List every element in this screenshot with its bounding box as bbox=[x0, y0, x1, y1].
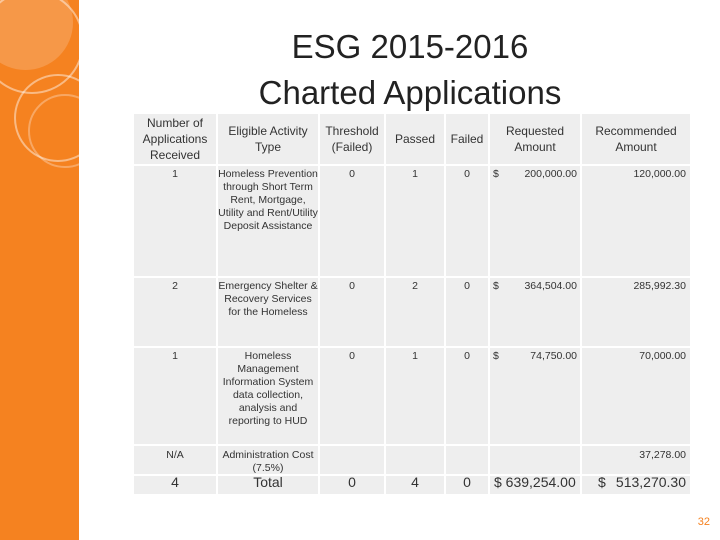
title-line-1: ESG 2015-2016 bbox=[291, 28, 529, 65]
applications-table bbox=[134, 114, 690, 494]
row3-currency: $ bbox=[493, 350, 499, 362]
total-requested: $ 639,254.00 bbox=[490, 476, 580, 494]
header-activity-label: Eligible Activity Type bbox=[228, 124, 308, 154]
total-failed: 0 bbox=[446, 476, 488, 494]
row4-received: N/A bbox=[134, 446, 216, 474]
row4-threshold bbox=[320, 446, 384, 474]
row4-failed bbox=[446, 446, 488, 474]
row2-requested bbox=[490, 278, 580, 346]
row1-requested bbox=[490, 166, 580, 276]
row3-failed: 0 bbox=[446, 348, 488, 444]
row3-activity: Homeless Management Information System data collection, analysis and reporting to HUD bbox=[218, 348, 318, 444]
total-threshold: 0 bbox=[320, 476, 384, 494]
total-recommended bbox=[582, 476, 690, 494]
row4-passed bbox=[386, 446, 444, 474]
row4-activity: Administration Cost (7.5%) bbox=[218, 446, 318, 474]
row1-failed: 0 bbox=[446, 166, 488, 276]
page-number: 32 bbox=[697, 516, 710, 528]
header-recommended-label: Recommended Amount bbox=[595, 124, 677, 154]
row1-recommended: 120,000.00 bbox=[582, 166, 690, 276]
total-passed: 4 bbox=[386, 476, 444, 494]
header-threshold bbox=[320, 114, 384, 164]
header-activity bbox=[218, 114, 318, 164]
row1-activity: Homeless Prevention through Short Term Rent, Mortgage, Utility and Rent/Utility Deposit Assistance bbox=[218, 166, 318, 276]
decorative-sidebar bbox=[0, 0, 79, 540]
header-passed bbox=[386, 114, 444, 164]
row1-currency: $ bbox=[493, 168, 499, 180]
header-failed-label: Failed bbox=[450, 132, 484, 146]
row1-requested-value: 200,000.00 bbox=[524, 168, 577, 180]
total-rec-currency: $ bbox=[598, 474, 606, 490]
header-passed-label: Passed bbox=[394, 132, 436, 146]
row2-recommended: 285,992.30 bbox=[582, 278, 690, 346]
header-received bbox=[134, 114, 216, 164]
row3-passed: 1 bbox=[386, 348, 444, 444]
row2-failed: 0 bbox=[446, 278, 488, 346]
row3-received: 1 bbox=[134, 348, 216, 444]
row1-passed: 1 bbox=[386, 166, 444, 276]
slide-title bbox=[200, 24, 620, 116]
row2-threshold: 0 bbox=[320, 278, 384, 346]
total-label: Total bbox=[218, 476, 318, 494]
row4-recommended: 37,278.00 bbox=[582, 446, 690, 474]
row2-activity: Emergency Shelter & Recovery Services for the Homeless bbox=[218, 278, 318, 346]
title-line-2: Charted Applications bbox=[258, 74, 562, 111]
header-requested-label: Requested Amount bbox=[505, 124, 565, 154]
row3-recommended: 70,000.00 bbox=[582, 348, 690, 444]
row2-requested-value: 364,504.00 bbox=[524, 280, 577, 292]
row1-received: 1 bbox=[134, 166, 216, 276]
row4-requested bbox=[490, 446, 580, 474]
row1-threshold: 0 bbox=[320, 166, 384, 276]
total-received: 4 bbox=[134, 476, 216, 494]
header-received-label: Number of Applications Received bbox=[142, 116, 208, 162]
row3-requested bbox=[490, 348, 580, 444]
total-rec-value: 513,270.30 bbox=[615, 474, 686, 490]
row3-requested-value: 74,750.00 bbox=[530, 350, 577, 362]
header-failed bbox=[446, 114, 488, 164]
header-threshold-label: Threshold (Failed) bbox=[325, 124, 379, 154]
row2-received: 2 bbox=[134, 278, 216, 346]
row2-currency: $ bbox=[493, 280, 499, 292]
header-requested bbox=[490, 114, 580, 164]
header-recommended bbox=[582, 114, 690, 164]
row3-threshold: 0 bbox=[320, 348, 384, 444]
row2-passed: 2 bbox=[386, 278, 444, 346]
